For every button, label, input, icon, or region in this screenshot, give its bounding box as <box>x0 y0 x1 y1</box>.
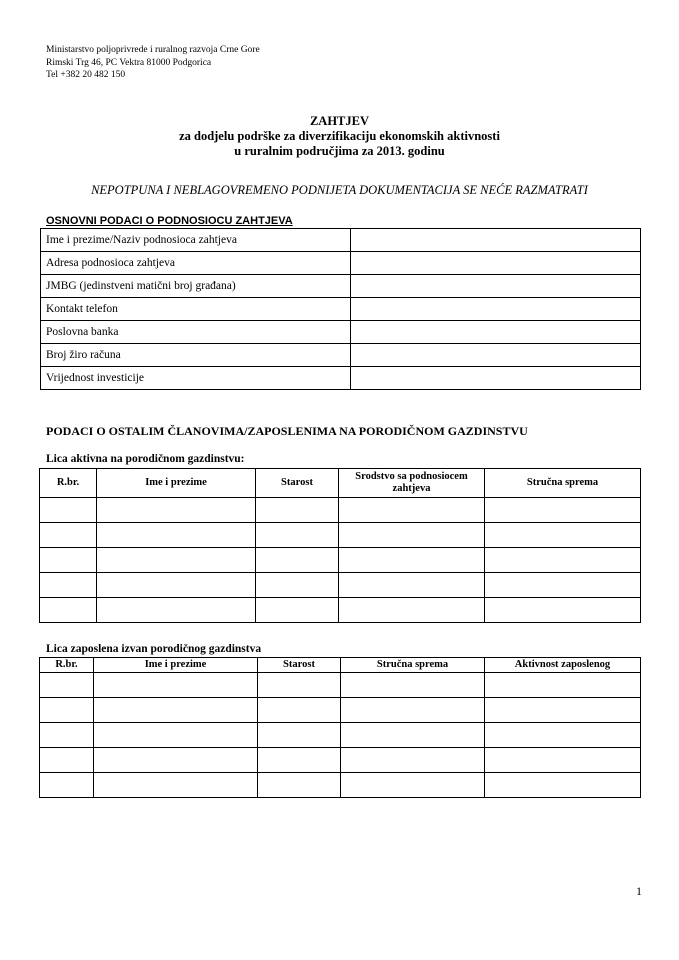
table-cell[interactable] <box>256 548 339 573</box>
header-line-ministry: Ministarstvo poljoprivrede i ruralnog razvoja Crne Gore <box>46 45 260 55</box>
column-header: Ime i prezime <box>94 658 258 673</box>
table-cell[interactable] <box>339 523 485 548</box>
table-cell[interactable] <box>485 598 641 623</box>
field-label: Vrijednost investicije <box>41 367 351 390</box>
column-header: Stručna sprema <box>341 658 485 673</box>
field-label: Broj žiro računa <box>41 344 351 367</box>
table-cell[interactable] <box>94 673 258 698</box>
column-header: R.br. <box>40 469 97 498</box>
active-members-table <box>39 468 641 623</box>
table-row <box>40 673 641 698</box>
table-cell[interactable] <box>485 673 641 698</box>
table-cell[interactable] <box>341 773 485 798</box>
field-value-investment[interactable] <box>351 367 641 390</box>
table-cell[interactable] <box>40 723 94 748</box>
table-cell[interactable] <box>258 773 341 798</box>
table-cell[interactable] <box>97 598 256 623</box>
table-row <box>40 598 641 623</box>
table-row <box>41 298 641 321</box>
header-line-address: Rimski Trg 46, PC Vektra 81000 Podgorica <box>46 57 212 68</box>
table-cell[interactable] <box>341 698 485 723</box>
table-cell[interactable] <box>94 773 258 798</box>
institution-header <box>46 44 260 82</box>
column-header: Starost <box>258 658 341 673</box>
table-cell[interactable] <box>258 748 341 773</box>
table-cell[interactable] <box>256 523 339 548</box>
table-cell[interactable] <box>339 498 485 523</box>
column-header: Stručna sprema <box>485 469 641 498</box>
table-cell[interactable] <box>256 598 339 623</box>
table-cell[interactable] <box>339 573 485 598</box>
table-row <box>41 321 641 344</box>
table-cell[interactable] <box>485 773 641 798</box>
table-row <box>40 498 641 523</box>
table-row <box>41 367 641 390</box>
table-cell[interactable] <box>94 698 258 723</box>
table-cell[interactable] <box>94 748 258 773</box>
title-line-3: u ruralnim područjima za 2013. godinu <box>234 144 445 158</box>
field-label: Adresa podnosioca zahtjeva <box>41 252 351 275</box>
table-header-row <box>40 469 641 498</box>
table-cell[interactable] <box>40 498 97 523</box>
table-cell[interactable] <box>40 548 97 573</box>
employed-members-caption: Lica zaposlena izvan porodičnog gazdinstva <box>46 643 262 655</box>
table-cell[interactable] <box>485 723 641 748</box>
column-header: R.br. <box>40 658 94 673</box>
table-cell[interactable] <box>40 523 97 548</box>
table-cell[interactable] <box>341 723 485 748</box>
table-header-row <box>40 658 641 673</box>
column-header: Starost <box>256 469 339 498</box>
table-cell[interactable] <box>97 548 256 573</box>
table-cell[interactable] <box>485 498 641 523</box>
field-value-jmbg[interactable] <box>351 275 641 298</box>
table-cell[interactable] <box>485 573 641 598</box>
table-cell[interactable] <box>94 723 258 748</box>
field-value-bank[interactable] <box>351 321 641 344</box>
section-basic-data-title: OSNOVNI PODACI O PODNOSIOCU ZAHTJEVA <box>46 215 293 227</box>
field-value-applicant-name[interactable] <box>351 229 641 252</box>
table-cell[interactable] <box>485 748 641 773</box>
table-cell[interactable] <box>97 523 256 548</box>
field-label: JMBG (jedinstveni matični broj građana) <box>41 275 351 298</box>
table-row <box>40 548 641 573</box>
table-cell[interactable] <box>256 573 339 598</box>
table-row <box>41 229 641 252</box>
column-header: Ime i prezime <box>97 469 256 498</box>
field-value-address[interactable] <box>351 252 641 275</box>
table-cell[interactable] <box>339 598 485 623</box>
field-label: Ime i prezime/Naziv podnosioca zahtjeva <box>41 229 351 252</box>
table-row <box>40 523 641 548</box>
table-row <box>40 573 641 598</box>
table-row <box>40 773 641 798</box>
table-row <box>41 252 641 275</box>
table-row <box>41 344 641 367</box>
table-cell[interactable] <box>40 698 94 723</box>
table-cell[interactable] <box>341 673 485 698</box>
table-cell[interactable] <box>40 773 94 798</box>
table-row <box>41 275 641 298</box>
employed-members-table <box>39 657 641 798</box>
table-cell[interactable] <box>339 548 485 573</box>
table-cell[interactable] <box>40 673 94 698</box>
applicant-data-table <box>40 228 641 390</box>
table-row <box>40 748 641 773</box>
field-label: Poslovna banka <box>41 321 351 344</box>
column-header: Srodstvo sa podnosiocem zahtjeva <box>339 469 485 498</box>
field-value-phone[interactable] <box>351 298 641 321</box>
section-members-title: PODACI O OSTALIM ČLANOVIMA/ZAPOSLENIMA NA PORODIČNOM GAZDINSTVU <box>46 424 528 438</box>
table-cell[interactable] <box>97 498 256 523</box>
table-cell[interactable] <box>258 723 341 748</box>
table-cell[interactable] <box>258 698 341 723</box>
table-cell[interactable] <box>485 523 641 548</box>
page-number: 1 <box>636 884 642 898</box>
table-cell[interactable] <box>258 673 341 698</box>
table-row <box>40 698 641 723</box>
table-cell[interactable] <box>341 748 485 773</box>
document-title <box>0 114 679 159</box>
active-members-caption: Lica aktivna na porodičnom gazdinstvu: <box>46 453 245 465</box>
table-cell[interactable] <box>40 748 94 773</box>
table-cell[interactable] <box>256 498 339 523</box>
table-cell[interactable] <box>485 548 641 573</box>
warning-notice: NEPOTPUNA I NEBLAGOVREMENO PODNIJETA DOKUMENTACIJA SE NEĆE RAZMATRATI <box>91 183 588 197</box>
title-line-2: za dodjelu podrške za diverzifikaciju ekonomskih aktivnosti <box>179 129 500 143</box>
table-row <box>40 723 641 748</box>
table-cell[interactable] <box>40 573 97 598</box>
header-line-phone: Tel +382 20 482 150 <box>46 70 126 80</box>
table-cell[interactable] <box>485 698 641 723</box>
table-cell[interactable] <box>97 573 256 598</box>
field-label: Kontakt telefon <box>41 298 351 321</box>
column-header: Aktivnost zaposlenog <box>485 658 641 673</box>
table-cell[interactable] <box>40 598 97 623</box>
field-value-account[interactable] <box>351 344 641 367</box>
title-line-1: ZAHTJEV <box>309 114 370 128</box>
